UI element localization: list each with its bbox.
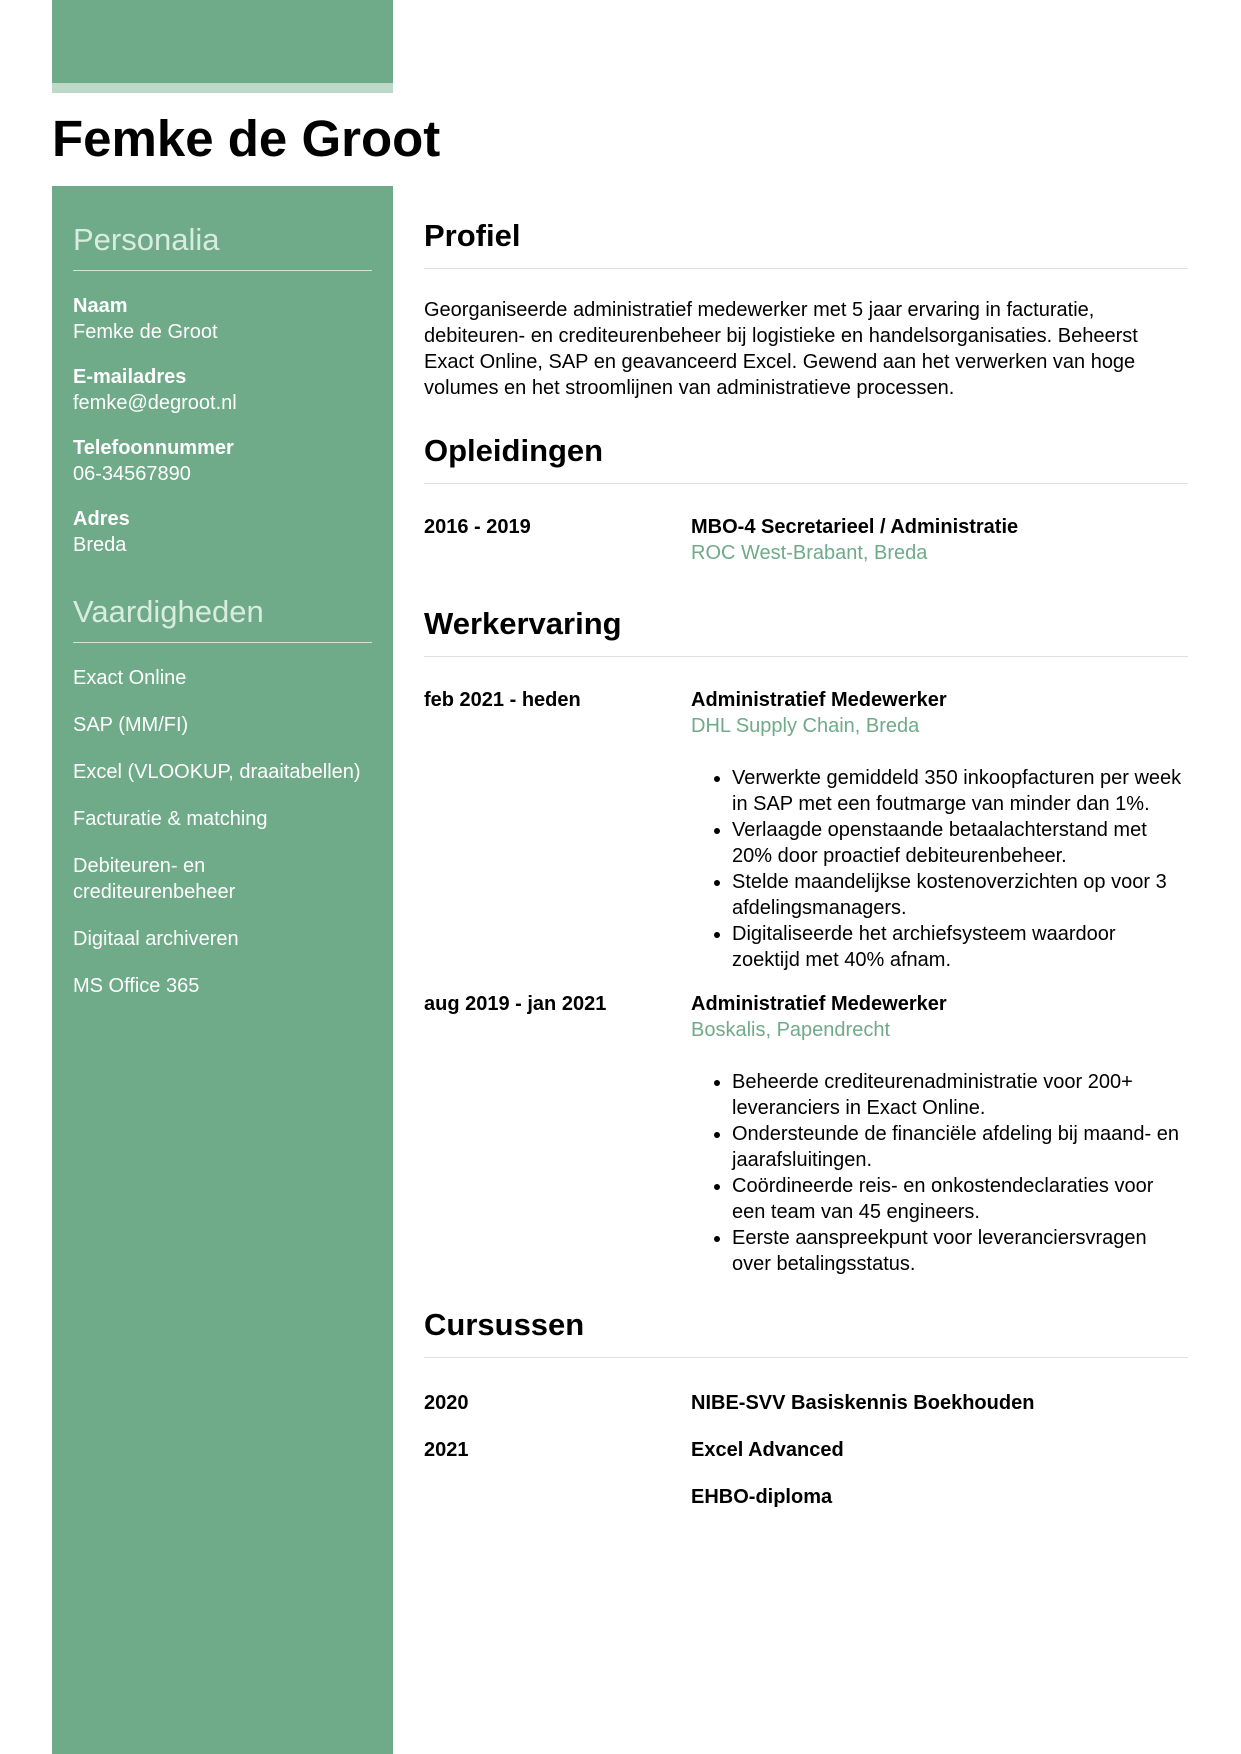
info-item-email: [73, 364, 372, 416]
header-accent-stripe: [52, 83, 393, 93]
bullet-item: • Coördineerde reis- en onkostendeclaraties voor een team van 45 engineers.: [732, 1173, 1188, 1225]
experience-entry: [424, 687, 1188, 973]
education-entry: [424, 514, 1188, 566]
courses-heading: Cursussen: [424, 1305, 1188, 1358]
experience-heading: Werkervaring: [424, 604, 1188, 657]
bullet-item: • Stelde maandelijkse kostenoverzichten op voor 3 afdelingsmanagers.: [732, 869, 1188, 921]
course-date: 2021: [424, 1439, 469, 1461]
entry-title: MBO-4 Secretarieel / Administratie: [691, 516, 1019, 538]
bullet-item: • Digitaliseerde het archiefsysteem waardoor zoektijd met 40% afnam.: [732, 921, 1188, 973]
bullet-item: • Eerste aanspreekpunt voor leveranciersvragen over betalingsstatus.: [732, 1225, 1188, 1277]
info-label: E-mailadres: [73, 366, 187, 388]
skill-item: Debiteuren- en crediteurenbeheer: [73, 855, 236, 903]
entry-date: 2016 - 2019: [424, 516, 531, 538]
entry-date: aug 2019 - jan 2021: [424, 993, 607, 1015]
course-entry: [424, 1484, 1188, 1510]
course-date: [424, 1484, 691, 1510]
course-entry: [424, 1390, 1188, 1416]
info-label: Naam: [73, 295, 128, 317]
course-entry: [424, 1437, 1188, 1463]
entry-place: DHL Supply Chain, Breda: [691, 715, 920, 737]
skill-item: Digitaal archiveren: [73, 928, 239, 950]
entry-title: Administratief Medewerker: [691, 993, 947, 1015]
skill-item: Facturatie & matching: [73, 808, 268, 830]
bullet-item: • Ondersteunde de financiële afdeling bij maand- en jaarafsluitingen.: [732, 1121, 1188, 1173]
info-value: Femke de Groot: [73, 321, 218, 343]
sidebar: [52, 186, 393, 1754]
course-title: Excel Advanced: [691, 1439, 844, 1461]
personalia-heading: Personalia: [73, 220, 372, 271]
skill-item: SAP (MM/FI): [73, 714, 189, 736]
info-value: Breda: [73, 534, 127, 556]
skill-item: MS Office 365: [73, 975, 200, 997]
entry-bullets: [691, 765, 1188, 973]
course-title: EHBO-diploma: [691, 1486, 833, 1508]
bullet-item: • Verwerkte gemiddeld 350 inkoopfacturen per week in SAP met een foutmarge van minder dan 1%.: [732, 765, 1188, 817]
candidate-name: Femke de Groot: [52, 110, 441, 167]
entry-date: feb 2021 - heden: [424, 689, 581, 711]
bullet-item: • Beheerde crediteurenadministratie voor 200+ leveranciers in Exact Online.: [732, 1069, 1188, 1121]
info-label: Adres: [73, 508, 130, 530]
entry-place: ROC West-Brabant, Breda: [691, 542, 928, 564]
skills-heading: Vaardigheden: [73, 592, 372, 643]
entry-bullets: [691, 1069, 1188, 1277]
info-label: Telefoonnummer: [73, 437, 234, 459]
course-title: NIBE-SVV Basiskennis Boekhouden: [691, 1392, 1035, 1414]
skill-item: Exact Online: [73, 667, 187, 689]
header-accent-band: [52, 0, 393, 83]
education-heading: Opleidingen: [424, 431, 1188, 484]
experience-entry: [424, 991, 1188, 1277]
info-value: 06-34567890: [73, 463, 191, 485]
info-item-adres: [73, 506, 372, 558]
info-value: femke@degroot.nl: [73, 392, 237, 414]
main-content: [424, 186, 1188, 1510]
profile-text: Georganiseerde administratief medewerker met 5 jaar ervaring in facturatie, debiteuren- en crediteurenbeheer bij logistieke en handelsorganisaties. Beheerst Exact Online, SAP en geavanceerd Excel. Gewend aan het verwerken van hoge volumes en het stroomlijnen van administratieve processen.: [424, 299, 1138, 399]
info-item-naam: [73, 293, 372, 345]
info-item-telefoon: [73, 435, 372, 487]
skill-item: Excel (VLOOKUP, draaitabellen): [73, 761, 361, 783]
entry-place: Boskalis, Papendrecht: [691, 1019, 891, 1041]
entry-title: Administratief Medewerker: [691, 689, 947, 711]
course-date: 2020: [424, 1392, 469, 1414]
profile-heading: Profiel: [424, 216, 1188, 269]
bullet-item: • Verlaagde openstaande betaalachterstand met 20% door proactief debiteurenbeheer.: [732, 817, 1188, 869]
